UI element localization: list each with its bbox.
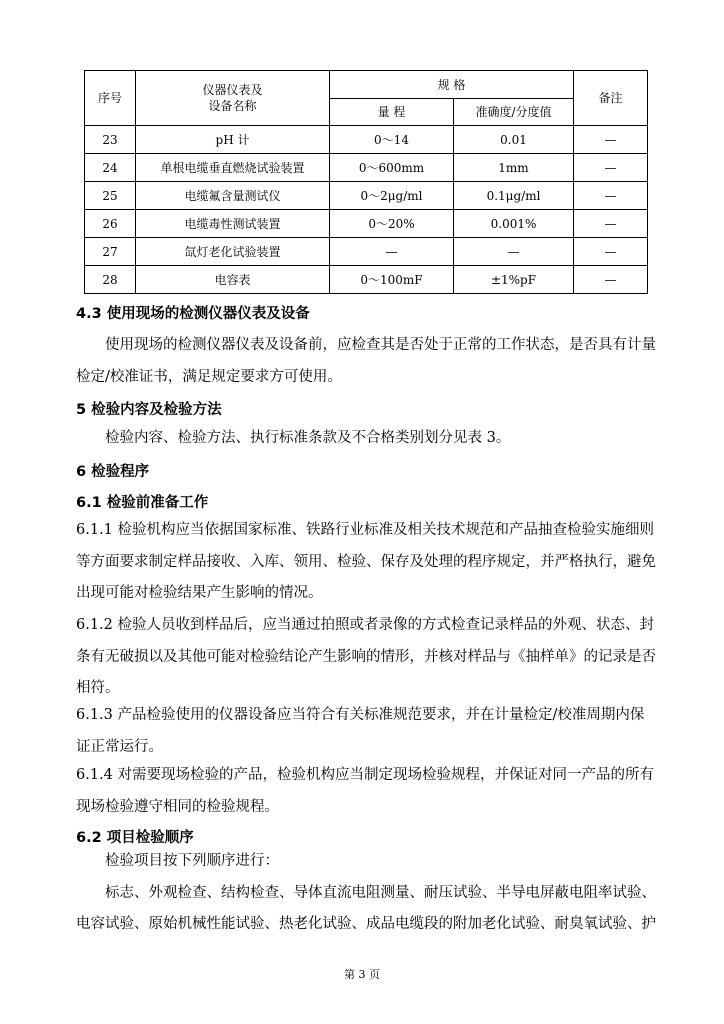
cell-range: 0～2μg/ml — [330, 182, 454, 210]
paragraph-line: 6.1.4 对需要现场检验的产品，检验机构应当制定现场检验规程，并保证对同一产品的所有 — [76, 767, 654, 783]
cell-accuracy: — — [454, 238, 574, 266]
header-name-line1: 仪器仪表及 — [202, 83, 263, 97]
cell-name: 单根电缆垂直燃烧试验装置 — [136, 154, 330, 182]
table-row — [85, 266, 648, 294]
paragraph-line: 现场检验遵守相同的检验规程。 — [76, 798, 279, 815]
paragraph-6-1-2 — [76, 610, 658, 705]
section-6-2-paragraph — [76, 846, 658, 941]
cell-name: 氙灯老化试验装置 — [136, 238, 330, 266]
page-number: 第 3 页 — [344, 968, 380, 981]
paragraph-line: 检定/校准证书，满足规定要求方可使用。 — [76, 368, 342, 385]
cell-range: 0～20% — [330, 210, 454, 238]
cell-remark: — — [574, 182, 648, 210]
header-name — [136, 71, 330, 126]
section-4-3-title: 4.3 使用现场的检测仪器仪表及设备 — [76, 306, 310, 322]
cell-range: — — [330, 238, 454, 266]
cell-name: 电缆氟含量测试仪 — [136, 182, 330, 210]
table-row — [85, 154, 648, 182]
cell-range: 0～14 — [330, 126, 454, 154]
header-name-line2: 设备名称 — [208, 99, 257, 113]
cell-accuracy: 0.001% — [454, 210, 574, 238]
cell-remark: — — [574, 266, 648, 294]
paragraph-line: 6.1.2 检验人员收到样品后，应当通过拍照或者录像的方式检查记录样品的外观、状态、封 — [76, 617, 654, 633]
cell-name: 电容表 — [136, 266, 330, 294]
paragraph-6-1-3 — [76, 700, 658, 763]
cell-seq: 27 — [85, 238, 136, 266]
cell-remark: — — [574, 126, 648, 154]
section-4-3-paragraph — [76, 330, 658, 393]
cell-seq: 26 — [85, 210, 136, 238]
paragraph-line: 标志、外观检查、结构检查、导体直流电阻测量、耐压试验、半导电屏蔽电阻率试验、 — [105, 884, 656, 901]
paragraph-line: 电容试验、原始机械性能试验、热老化试验、成品电缆段的附加老化试验、耐臭氧试验、护 — [76, 916, 656, 932]
paragraph-line: 使用现场的检测仪器仪表及设备前，应检查其是否处于正常的工作状态，是否具有计量 — [105, 337, 656, 353]
header-remark: 备注 — [574, 71, 648, 126]
cell-name: pH 计 — [136, 126, 330, 154]
cell-seq: 25 — [85, 182, 136, 210]
table-row — [85, 182, 648, 210]
cell-accuracy: 0.1μg/ml — [454, 182, 574, 210]
paragraph-6-1-4 — [76, 760, 658, 823]
section-6-2-title: 6.2 项目检验顺序 — [76, 830, 194, 846]
cell-name: 电缆毒性测试装置 — [136, 210, 330, 238]
cell-remark: — — [574, 154, 648, 182]
section-5-title: 5 检验内容及检验方法 — [76, 402, 222, 418]
cell-seq: 24 — [85, 154, 136, 182]
cell-accuracy: 1mm — [454, 154, 574, 182]
header-spec: 规 格 — [330, 71, 574, 99]
paragraph-line: 证正常运行。 — [76, 738, 163, 755]
paragraph-line: 6.1.3 产品检验使用的仪器设备应当符合有关标准规范要求，并在计量检定/校准周期内保 — [76, 707, 645, 723]
paragraph-line: 条有无破损以及其他可能对检验结论产生影响的情形，并核对样品与《抽样单》的记录是否 — [76, 648, 656, 665]
header-range: 量 程 — [330, 99, 454, 126]
header-accuracy: 准确度/分度值 — [454, 99, 574, 126]
section-6-title: 6 检验程序 — [76, 464, 150, 480]
paragraph-line: 等方面要求制定样品接收、入库、领用、检验、保存及处理的程序规定，并严格执行，避免 — [76, 553, 656, 570]
header-seq: 序号 — [85, 71, 136, 126]
cell-accuracy: 0.01 — [454, 126, 574, 154]
section-6-1-title: 6.1 检验前准备工作 — [76, 495, 209, 511]
section-5-paragraph — [76, 423, 658, 455]
paragraph-line: 6.1.1 检验机构应当依据国家标准、铁路行业标准及相关技术规范和产品抽查检验实施细则 — [76, 522, 654, 538]
instrument-table — [84, 70, 648, 294]
cell-range: 0～100mF — [330, 266, 454, 294]
table-row — [85, 126, 648, 154]
cell-remark: — — [574, 210, 648, 238]
cell-accuracy: ±1%pF — [454, 266, 574, 294]
table-row — [85, 238, 648, 266]
cell-range: 0～600mm — [330, 154, 454, 182]
cell-remark: — — [574, 238, 648, 266]
paragraph-line: 相符。 — [76, 680, 120, 696]
paragraph-line: 检验内容、检验方法、执行标准条款及不合格类别划分见表 3。 — [105, 430, 511, 446]
paragraph-6-1-1 — [76, 515, 658, 610]
table-row — [85, 210, 648, 238]
paragraph-line: 检验项目按下列顺序进行： — [105, 853, 279, 869]
paragraph-line: 出现可能对检验结果产生影响的情况。 — [76, 585, 323, 601]
cell-seq: 23 — [85, 126, 136, 154]
cell-seq: 28 — [85, 266, 136, 294]
